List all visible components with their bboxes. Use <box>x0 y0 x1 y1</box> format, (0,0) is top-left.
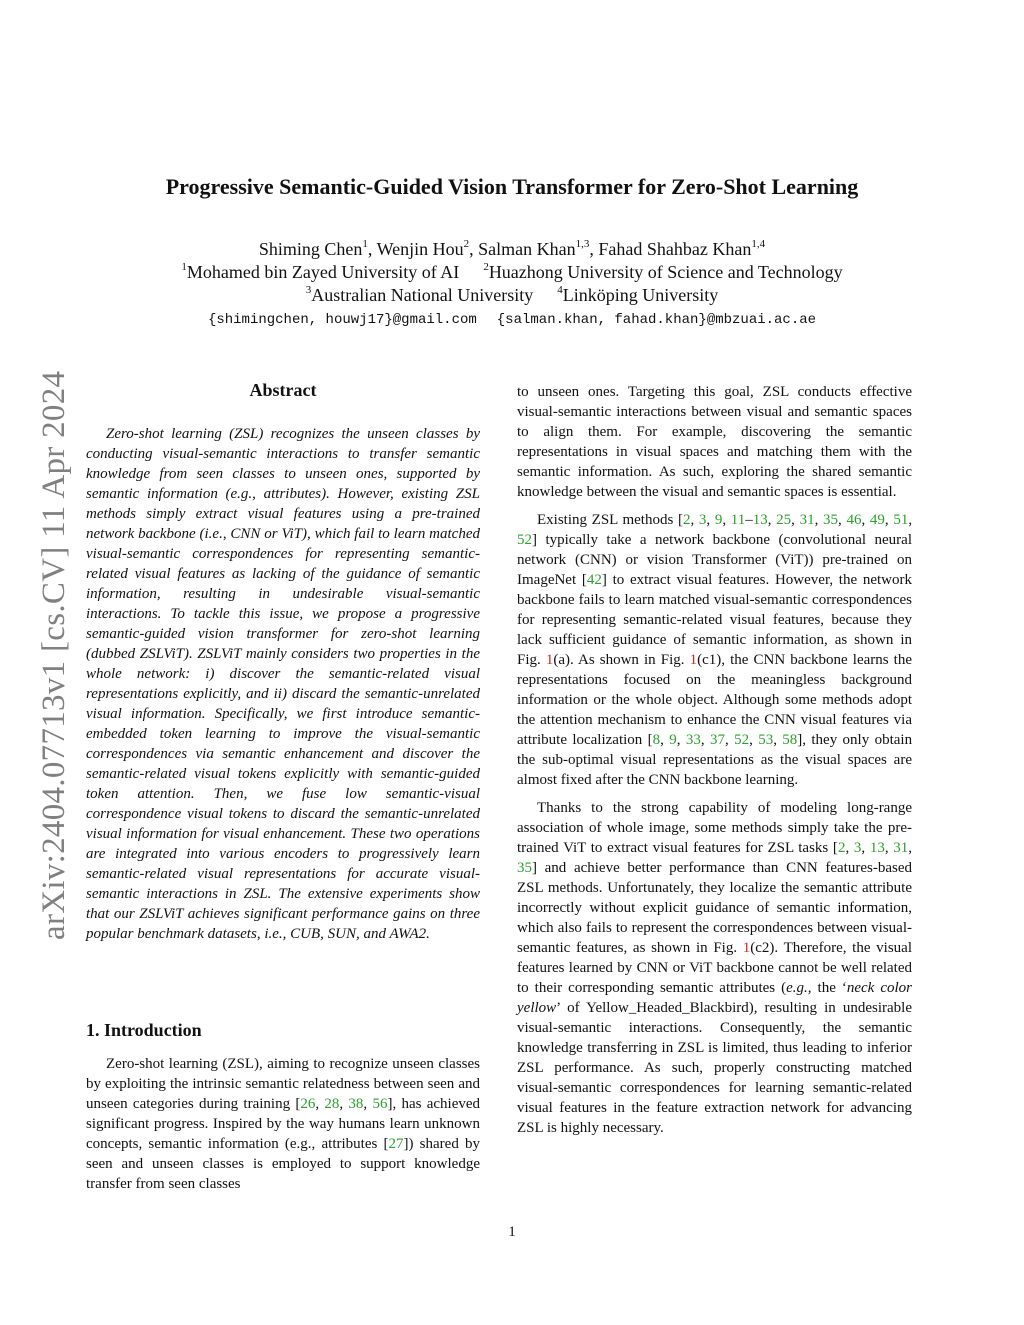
citation-link[interactable]: 2 <box>837 840 846 856</box>
citation-link[interactable]: 37 <box>709 732 725 748</box>
page-number: 1 <box>508 1224 516 1240</box>
citation-link[interactable]: 8 <box>652 732 661 748</box>
introduction-heading: 1. Introduction <box>86 1020 202 1040</box>
citation-link[interactable]: 26 <box>300 1096 316 1112</box>
affiliation: Australian National University <box>311 285 534 305</box>
affiliation-mark: 3 <box>305 284 312 296</box>
author-name: Fahad Shahbaz Khan <box>598 239 752 259</box>
citation-link[interactable]: 53 <box>758 732 774 748</box>
author-name: Salman Khan <box>478 239 576 259</box>
citation-link[interactable]: 3 <box>853 840 862 856</box>
figure-ref-link[interactable]: 1 <box>689 652 698 668</box>
intro-paragraph-1: Zero-shot learning (ZSL), aiming to recognize unseen classes by exploiting the intrinsic semantic relatedness between seen and unseen categories during training [26, 28, 38, 56], has achieved significant progress. Inspired by the way humans learn unknown concepts, semantic information (e.g., attributes [27]) shared by seen and unseen classes is employed to support knowledge transfer from seen classes <box>86 1056 481 1192</box>
citation-link[interactable]: 58 <box>782 732 798 748</box>
citation-link[interactable]: 33 <box>685 732 701 748</box>
affiliation-mark: 2 <box>483 261 489 273</box>
affiliation: Huazhong University of Science and Technology <box>488 262 843 282</box>
citation-link[interactable]: 42 <box>586 572 602 588</box>
intro-paragraph-1-cont: to unseen ones. Targeting this goal, ZSL conducts effective visual-semantic interactions between visual and semantic spaces to align them. For example, discovering the semantic representations in visual spaces and matching them with the semantic information. As such, exploring the shared semantic knowledge between the visual and semantic spaces is essential. <box>517 384 912 500</box>
citation-link[interactable]: 3 <box>698 512 707 528</box>
citation-link[interactable]: 27 <box>388 1136 404 1152</box>
arxiv-identifier: arXiv:2404.07713v1 [cs.CV] 11 Apr 2024 <box>36 370 72 940</box>
citation-link[interactable]: 9 <box>669 732 677 748</box>
citation-link[interactable]: 2 <box>682 512 691 528</box>
author-name: Shiming Chen <box>258 239 363 259</box>
abstract-paragraph: Zero-shot learning (ZSL) recognizes the unseen classes by conducting visual-semantic interactions to transfer semantic knowledge from seen classes to unseen ones, supported by semantic information (e.g., attributes). However, existing ZSL methods simply extract visual features using a pre-trained network backbone (i.e., CNN or ViT), which fail to learn matched visual-semantic correspondences for representing semantic-related visual features as lacking of the guidance of semantic information, resulting in undesirable visual-semantic interactions. To tackle this issue, we propose a progressive semantic-guided vision transformer for zero-shot learning (dubbed ZSLViT). ZSLViT mainly considers two properties in the whole network: i) discover the semantic-related visual representations explicitly, and ii) discard the semantic-unrelated visual information. Specifically, we first introduce semantic-embedded token learning to improve the visual-semantic correspondences via semantic enhancement and discover the semantic-related visual tokens explicitly with semantic-guided token attention. Then, we fuse low semantic-visual correspondence visual tokens to discard the semantic-unrelated visual information for visual enhancement. These two operations are integrated into various encoders to progressively learn semantic-related visual representations for accurate visual-semantic interactions in ZSL. The extensive experiments show that our ZSLViT achieves significant performance gains on three popular benchmark datasets, i.e., CUB, SUN, and AWA2. <box>86 426 480 942</box>
author-block <box>0 238 1024 332</box>
affiliation: Mohamed bin Zayed University of AI <box>186 262 460 282</box>
emails <box>0 309 1024 332</box>
intro-paragraph-3: Thanks to the strong capability of modeling long-range association of whole image, some methods simply take the pre-trained ViT to extract visual features for ZSL tasks [2, 3, 13, 31, 35] and achieve better performance than CNN features-based ZSL methods. Unfortunately, they localize the semantic attribute incorrectly without explicit guidance of semantic information, which also fails to represent the correspondences between visual-semantic features, as shown in Fig. 1(c2). Therefore, the visual features learned by CNN or ViT backbone cannot be well related to their corresponding semantic attributes (e.g., the ‘neck color yellow’ of Yellow_Headed_Blackbird), resulting in undesirable visual-semantic interactions. Consequently, the semantic knowledge transferring in ZSL is limited, thus leading to inferior ZSL performance. As such, properly constructing matched visual-semantic correspondences for learning semantic-related visual features in the feature extraction network for advancing ZSL is highly necessary. <box>517 800 913 1136</box>
citation-link[interactable]: 46 <box>846 512 862 528</box>
author-mark: 1,3 <box>575 238 590 250</box>
abstract-body <box>86 424 480 944</box>
citation-link[interactable]: 13 <box>869 840 885 856</box>
citation-link[interactable]: 25 <box>776 512 792 528</box>
citation-link[interactable]: 52 <box>517 532 532 548</box>
author-names: Shiming Chen$^1$, Wenjin Hou$^2$, Salman Khan$^{1,3}$, Fahad Shahbaz Khan$^{1,4}$ <box>258 238 766 259</box>
email: {salman.khan, fahad.khan}@mbzuai.ac.ae <box>496 312 817 328</box>
paper-title: Progressive Semantic-Guided Vision Transformer for Zero-Shot Learning <box>165 174 859 199</box>
citation-link[interactable]: 11 <box>730 512 746 528</box>
affiliation: Linköping University <box>562 285 719 305</box>
citation-link[interactable]: 35 <box>517 860 532 876</box>
introduction-left-column <box>86 1054 480 1194</box>
figure-ref-link[interactable]: 1 <box>545 652 554 668</box>
figure-ref-link[interactable]: 1 <box>742 940 751 956</box>
affiliation-mark: 1 <box>181 261 187 273</box>
author-mark: 2 <box>463 238 470 250</box>
abstract-heading: Abstract <box>249 380 317 400</box>
intro-paragraph-2: Existing ZSL methods [2, 3, 9, 11–13, 25, 31, 35, 46, 49, 51, 52] typically take a network backbone (convolutional neural network (CNN) or vision Transformer (ViT)) pre-trained on ImageNet [42] to extract visual features. However, the network backbone fails to learn matched visual-semantic correspondences for representing semantic-related visual features, because they lack sufficient guidance of semantic information, as shown in Fig. 1(a). As shown in Fig. 1(c1), the CNN backbone learns the representations focused on the meaningless background information or the whole object. Although some methods adopt the attention mechanism to enhance the CNN visual features via attribute localization [8, 9, 33, 37, 52, 53, 58], they only obtain the sub-optimal visual representations as the visual spaces are almost fixed after the CNN backbone learning. <box>517 512 913 788</box>
introduction-right-column <box>517 382 912 1138</box>
citation-link[interactable]: 35 <box>823 512 839 528</box>
email: {shimingchen, houwj17}@gmail.com <box>207 312 477 328</box>
citation-link[interactable]: 56 <box>372 1096 388 1112</box>
author-mark: 1 <box>362 238 368 250</box>
affiliations-line-2 <box>0 284 1024 307</box>
citation-link[interactable]: 13 <box>752 512 768 528</box>
citation-link[interactable]: 31 <box>799 512 815 528</box>
citation-link[interactable]: 51 <box>893 512 909 528</box>
citation-link[interactable]: 28 <box>324 1096 340 1112</box>
author-mark: 1,4 <box>751 238 766 250</box>
affiliation-mark: 4 <box>557 284 563 296</box>
affiliations-line-1 <box>0 261 1024 284</box>
author-name: Wenjin Hou <box>376 239 464 259</box>
citation-link[interactable]: 49 <box>869 512 885 528</box>
citation-link[interactable]: 52 <box>734 732 750 748</box>
citation-link[interactable]: 38 <box>348 1096 364 1112</box>
citation-link[interactable]: 31 <box>893 840 909 856</box>
citation-link[interactable]: 9 <box>714 512 723 528</box>
